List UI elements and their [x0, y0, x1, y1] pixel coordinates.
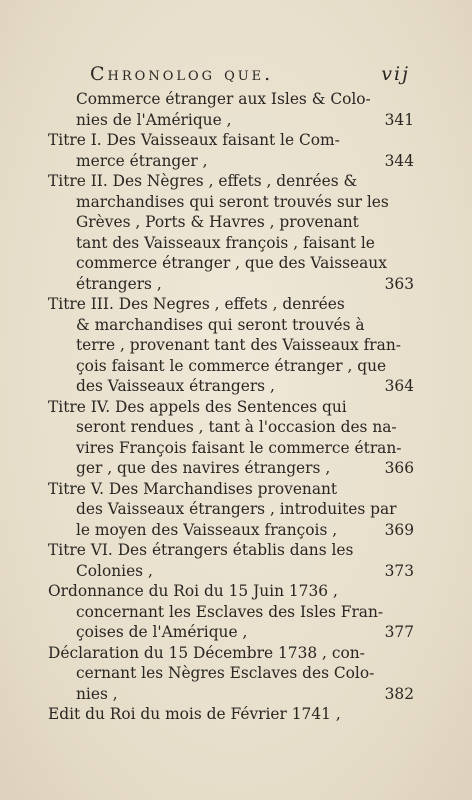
- header-page-number: vij: [381, 63, 410, 85]
- toc-line: [48, 171, 414, 192]
- toc-line: [48, 294, 414, 315]
- toc-line-text: çoises de l'Amérique ,: [76, 623, 248, 641]
- toc-line: [48, 602, 414, 623]
- toc-page-number: 369: [384, 520, 414, 539]
- toc-line: [48, 253, 414, 274]
- toc-line-text: Colonies ,: [76, 561, 153, 580]
- running-header: [90, 62, 410, 86]
- toc-line-text: nies ,: [76, 684, 118, 703]
- toc-line: [48, 458, 414, 479]
- toc-line-text: çois faisant le commerce étranger , que: [76, 356, 387, 375]
- toc-page-number: 341: [384, 110, 414, 129]
- toc-line-text: vires François faisant le commerce étran-: [76, 438, 402, 457]
- table-of-contents: [48, 89, 414, 725]
- toc-line-text: marchandises qui seront trouvés sur les: [76, 192, 389, 211]
- toc-line: [48, 192, 414, 213]
- toc-line: [48, 540, 414, 561]
- toc-line: [48, 130, 414, 151]
- toc-line: [48, 499, 414, 520]
- toc-line: [48, 643, 414, 664]
- toc-page-number: 366: [384, 459, 414, 477]
- toc-line: [48, 438, 414, 459]
- toc-line: [48, 663, 414, 684]
- toc-line: [48, 561, 414, 582]
- toc-line-text: tant des Vaisseaux françois , faisant le: [76, 233, 375, 252]
- toc-page-number: 382: [384, 684, 414, 703]
- header-title: Chronolog que.: [90, 63, 274, 85]
- toc-line-text: concernant les Esclaves des Isles Fran-: [76, 602, 384, 621]
- toc-line-text: ger , que des navires étrangers ,: [76, 459, 331, 477]
- toc-line: [48, 315, 414, 336]
- toc-page-number: 344: [384, 151, 414, 170]
- toc-line-text: Déclaration du 15 Décembre 1738 , con-: [48, 643, 365, 662]
- toc-line: [48, 151, 414, 172]
- toc-line: [48, 274, 414, 295]
- toc-page-number: 363: [384, 274, 414, 293]
- toc-line-text: le moyen des Vaisseaux françois ,: [76, 520, 338, 539]
- toc-line-text: Commerce étranger aux Isles & Colo-: [76, 90, 371, 108]
- toc-line-text: Titre V. Des Marchandises provenant: [48, 479, 338, 498]
- toc-line-text: étrangers ,: [76, 274, 162, 293]
- toc-line-text: Titre III. Des Negres , effets , denrées: [48, 295, 345, 313]
- toc-page-number: 364: [384, 377, 414, 395]
- toc-line-text: Titre IV. Des appels des Sentences qui: [48, 397, 347, 416]
- toc-line-text: des Vaisseaux étrangers , introduites par: [76, 500, 397, 518]
- toc-line: [48, 581, 414, 602]
- toc-line-text: Titre I. Des Vaisseaux faisant le Com-: [48, 131, 340, 149]
- toc-line-text: Ordonnance du Roi du 15 Juin 1736 ,: [48, 582, 338, 600]
- toc-line-text: & marchandises qui seront trouvés à: [76, 315, 365, 334]
- toc-page-number: 373: [384, 561, 414, 580]
- toc-line: [48, 212, 414, 233]
- toc-line: [48, 110, 414, 131]
- toc-line-text: commerce étranger , que des Vaisseaux: [76, 254, 387, 272]
- toc-line-text: cernant les Nègres Esclaves des Colo-: [76, 664, 375, 682]
- toc-line-text: Edit du Roi du mois de Février 1741 ,: [48, 705, 341, 723]
- toc-line: [48, 622, 414, 643]
- toc-line-text: seront rendues , tant à l'occasion des na-: [76, 418, 397, 436]
- toc-line: [48, 417, 414, 438]
- toc-line-text: Titre II. Des Nègres , effets , denrées &: [48, 172, 358, 190]
- toc-line-text: nies de l'Amérique ,: [76, 110, 232, 129]
- toc-line: [48, 684, 414, 705]
- toc-line-text: des Vaisseaux étrangers ,: [76, 377, 275, 395]
- toc-line-text: terre , provenant tant des Vaisseaux fran-: [76, 336, 401, 354]
- toc-page-number: 377: [384, 623, 414, 641]
- toc-line: [48, 376, 414, 397]
- toc-line: [48, 704, 414, 725]
- toc-line: [48, 233, 414, 254]
- toc-line: [48, 356, 414, 377]
- toc-line-text: merce étranger ,: [76, 151, 208, 170]
- toc-line-text: Titre VI. Des étrangers établis dans les: [48, 541, 354, 559]
- toc-line: [48, 335, 414, 356]
- toc-line: [48, 397, 414, 418]
- toc-line: [48, 520, 414, 541]
- toc-line-text: Grèves , Ports & Havres , provenant: [76, 213, 359, 231]
- toc-line: [48, 89, 414, 110]
- toc-line: [48, 479, 414, 500]
